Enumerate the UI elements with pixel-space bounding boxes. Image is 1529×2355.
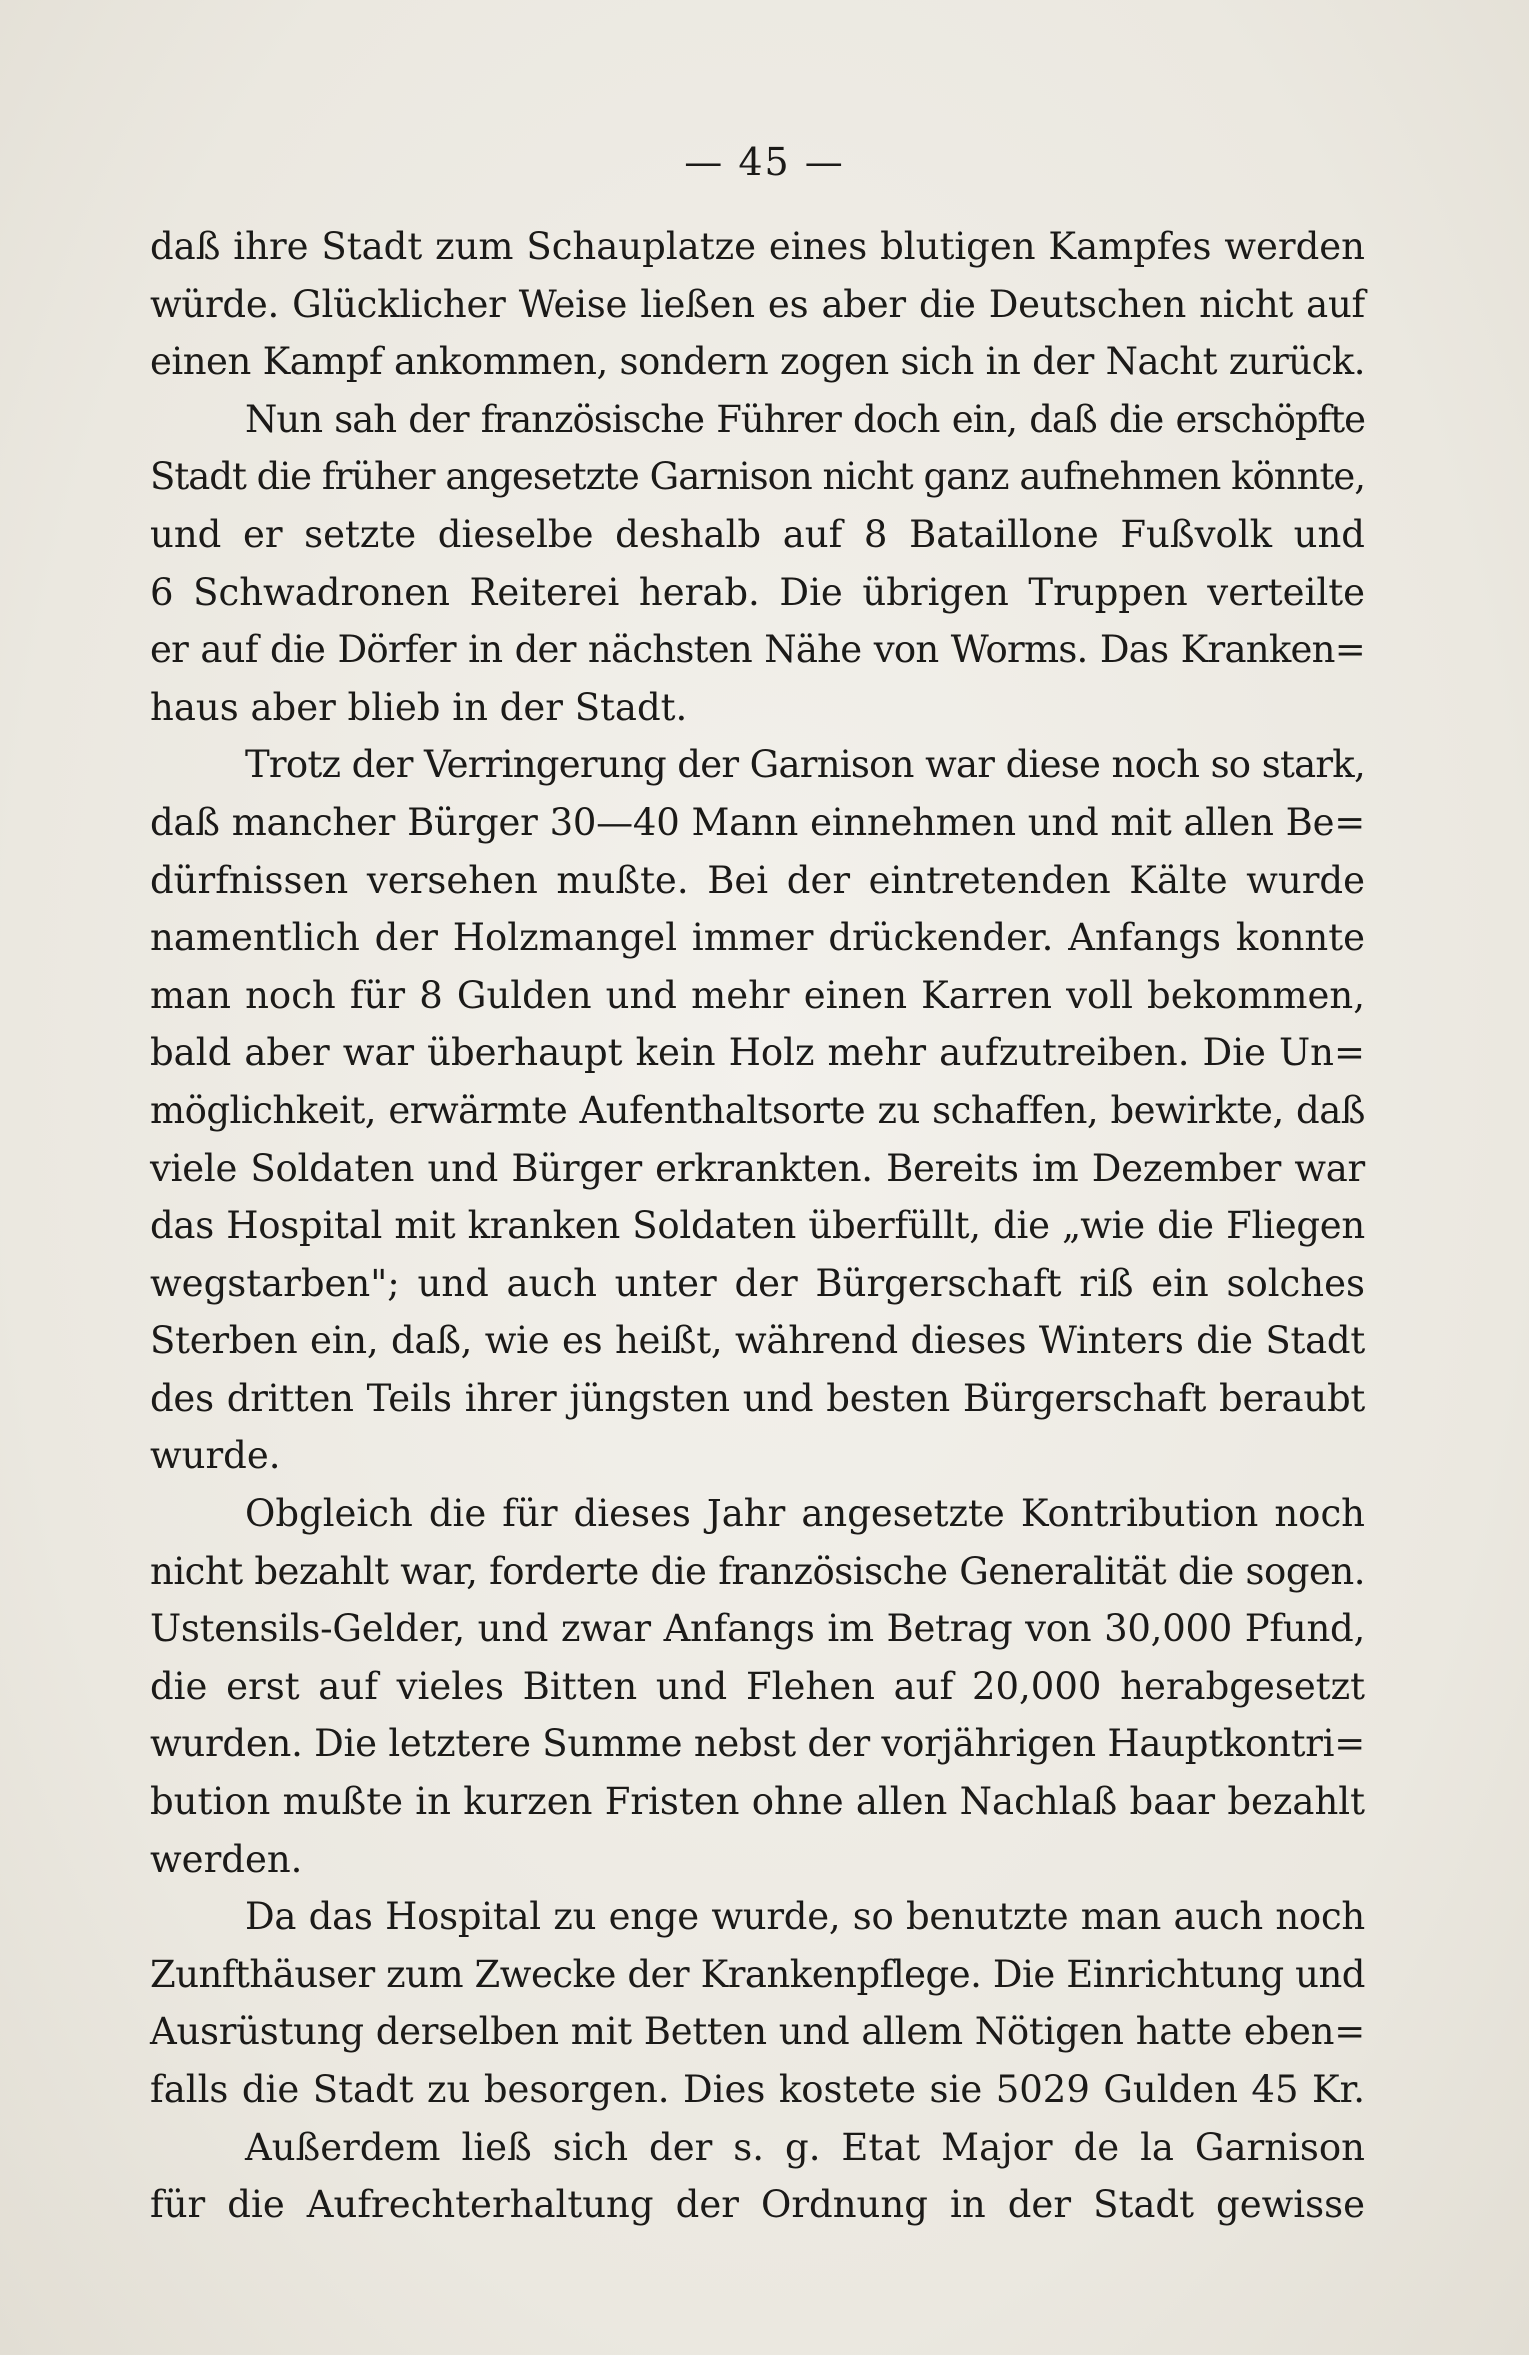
text-line: wegstarben"; und auch unter der Bürgerschaft riß ein solches bbox=[150, 1261, 1365, 1305]
text-line: werden. bbox=[150, 1837, 303, 1881]
text-line: einen Kampf ankommen, sondern zogen sich in der Nacht zurück. bbox=[150, 340, 1365, 384]
text-line: wurde. bbox=[150, 1434, 281, 1478]
text-line: falls die Stadt zu besorgen. Dies kostete sie 5029 Gulden 45 Kr. bbox=[150, 2068, 1365, 2111]
text-line: Ustensils-Gelder, und zwar Anfangs im Betrag von 30,000 Pfund, bbox=[150, 1607, 1365, 1651]
text-line: 6 Schwadronen Reiterei herab. Die übrigen Truppen verteilte bbox=[150, 570, 1365, 614]
text-line: namentlich der Holzmangel immer drückender. Anfangs konnte bbox=[150, 916, 1365, 960]
text-line: bution mußte in kurzen Fristen ohne allen Nachlaß baar bezahlt bbox=[150, 1780, 1365, 1824]
text-line: bald aber war überhaupt kein Holz mehr aufzutreiben. Die Un= bbox=[150, 1031, 1365, 1075]
text-line: Zunfthäuser zum Zwecke der Krankenpflege. Die Einrichtung und bbox=[150, 1952, 1365, 1996]
text-line: und er setzte dieselbe deshalb auf 8 Bataillone Fußvolk und bbox=[150, 512, 1365, 556]
text-line: die erst auf vieles Bitten und Flehen auf 20,000 herabgesetzt bbox=[150, 1664, 1365, 1708]
text-line: nicht bezahlt war, forderte die französische Generalität die sogen. bbox=[150, 1549, 1365, 1593]
text-line: Obgleich die für dieses Jahr angesetzte Kontribution noch bbox=[245, 1492, 1365, 1536]
text-line: daß ihre Stadt zum Schauplatze eines blutigen Kampfes werden bbox=[150, 225, 1365, 268]
text-line: Da das Hospital zu enge wurde, so benutzte man auch noch bbox=[245, 1895, 1365, 1939]
text-line: viele Soldaten und Bürger erkrankten. Bereits im Dezember war bbox=[150, 1146, 1365, 1190]
text-line: Außerdem ließ sich der s. g. Etat Major de la Garnison bbox=[245, 2125, 1365, 2169]
text-line: daß mancher Bürger 30—40 Mann einnehmen und mit allen Be= bbox=[150, 800, 1365, 844]
text-line: man noch für 8 Gulden und mehr einen Karren voll bekommen, bbox=[150, 973, 1365, 1017]
body-text bbox=[150, 218, 1365, 2234]
text-line: dürfnissen versehen mußte. Bei der eintretenden Kälte wurde bbox=[150, 858, 1365, 902]
text-line: Nun sah der französische Führer doch ein, daß die erschöpfte bbox=[245, 397, 1365, 441]
text-line: für die Aufrechterhaltung der Ordnung in der Stadt gewisse bbox=[150, 2183, 1365, 2227]
text-line: Sterben ein, daß, wie es heißt, während dieses Winters die Stadt bbox=[150, 1319, 1365, 1363]
text-line: würde. Glücklicher Weise ließen es aber die Deutschen nicht auf bbox=[150, 282, 1365, 326]
text-line: möglichkeit, erwärmte Aufenthaltsorte zu schaffen, bewirkte, daß bbox=[150, 1088, 1365, 1132]
text-line: haus aber blieb in der Stadt. bbox=[150, 685, 688, 729]
text-line: Trotz der Verringerung der Garnison war diese noch so stark, bbox=[245, 743, 1365, 787]
text-line: das Hospital mit kranken Soldaten überfüllt, die „wie die Fliegen bbox=[150, 1204, 1365, 1248]
text-line: des dritten Teils ihrer jüngsten und besten Bürgerschaft beraubt bbox=[150, 1376, 1365, 1420]
text-line: Ausrüstung derselben mit Betten und allem Nötigen hatte eben= bbox=[150, 2010, 1365, 2054]
page-number: — 45 — bbox=[684, 140, 845, 184]
text-line: er auf die Dörfer in der nächsten Nähe von Worms. Das Kranken= bbox=[150, 628, 1365, 672]
text-line: Stadt die früher angesetzte Garnison nicht ganz aufnehmen könnte, bbox=[150, 455, 1365, 499]
text-line: wurden. Die letztere Summe nebst der vorjährigen Hauptkontri= bbox=[150, 1722, 1365, 1766]
